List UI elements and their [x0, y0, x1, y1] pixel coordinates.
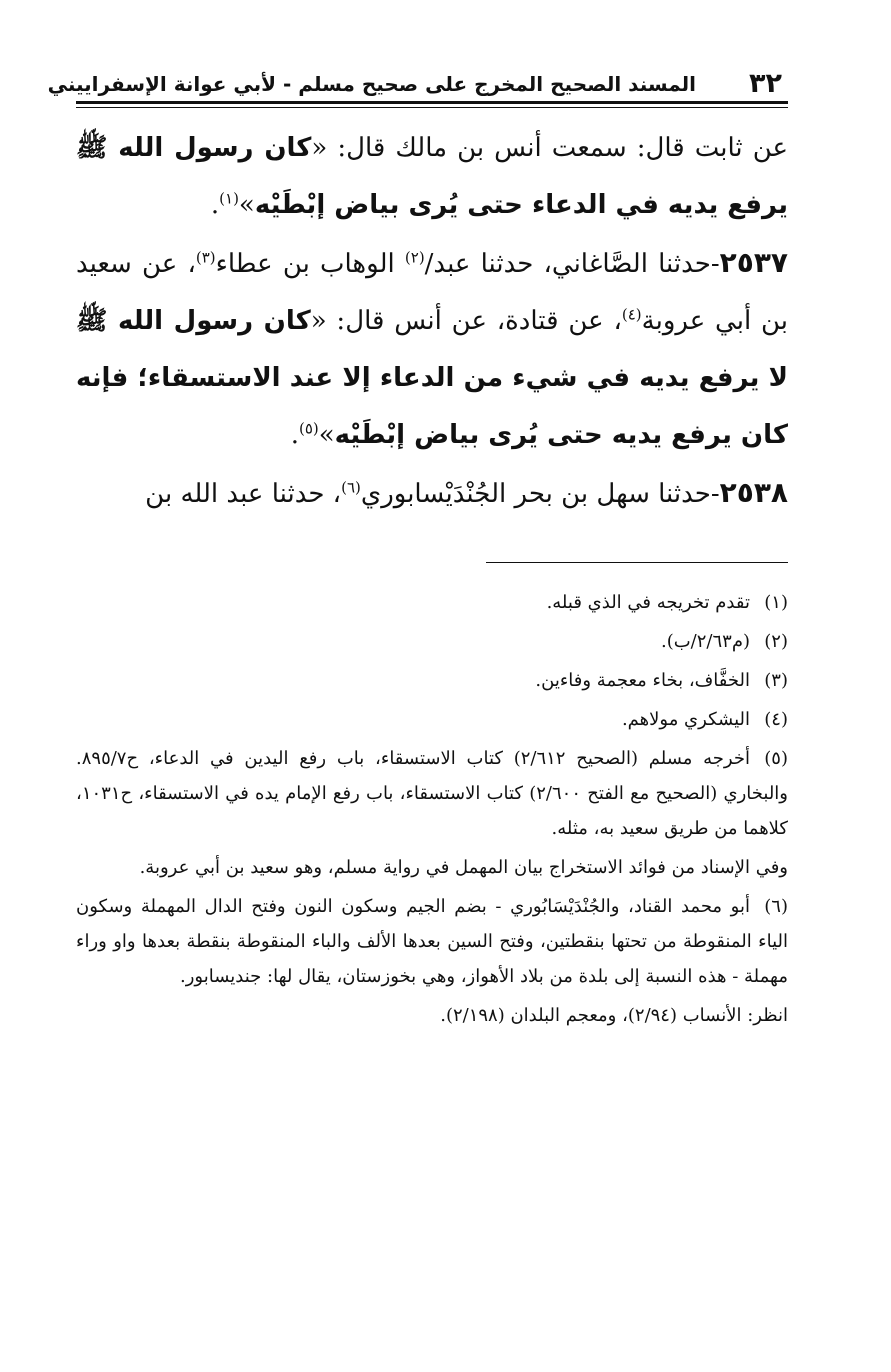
footnote-text: أخرجه مسلم (الصحيح ٢/٦١٢) كتاب الاستسقاء، باب رفع اليدين في الدعاء، ح٨٩٥/٧. والبخاري (الصحيح مع الفتح ٢/٦٠٠) كتاب الاستسقاء، باب رفع الإمام يده في الاستسقاء، ح١٠٣١، كلاهما من طريق سعيد به، مثله.: [76, 748, 789, 839]
footnote-ref: (١): [219, 189, 239, 208]
footnote-number: (٣): [764, 670, 788, 691]
page-header: [47, 62, 788, 102]
footnote-ref: (٣): [195, 248, 216, 267]
footnote-ref: (٦): [341, 478, 361, 497]
footnote-text: اليشكري مولاهم.: [621, 709, 750, 730]
hadith-text: كان رسول الله ﷺ لا يرفع يديه في شيء من الدعاء إلا عند الاستسقاء؛ فإنه كان يرفع يديه حتى يُرى بياض إبْطَيْه: [76, 306, 788, 450]
footnote-ref: (٢): [404, 248, 425, 267]
footnote-text: الخفَّاف، بخاء معجمة وفاءين.: [535, 670, 750, 691]
footnote-3: [76, 663, 788, 698]
footnote-2: [76, 624, 788, 659]
hadith-number: ٢٥٣٨: [719, 476, 788, 509]
footnote-1: [76, 585, 788, 620]
footnote-4: [76, 702, 788, 737]
footnote-6-extra: [76, 998, 788, 1033]
footnote-number: (٤): [764, 709, 788, 730]
footnote-text: أبو محمد القناد، والجُنْدَيْسَابُوري - بضم الجيم وسكون النون وفتح الدال المهملة وسكون الياء المنقوطة من تحتها بنقطتين، وفتح السين بعدها الألف والباء المنقوطة بنقطة بعدها واو وراء مهملة - هذه النسبة إلى بلدة من بلاد الأهواز، وهي بخوزستان، يقال لها: جنديسابور.: [76, 896, 788, 987]
header-rule-thin: [76, 107, 788, 108]
paragraph-continuation: عن ثابت قال: سمعت أنس بن مالك قال: «كان رسول الله ﷺ يرفع يديه في الدعاء حتى يُرى بياض إبْطَيْه»$^{(١)}$.: [76, 133, 789, 220]
footnote-number: (٢): [764, 631, 788, 652]
main-text: [76, 120, 788, 523]
footnote-text: (م٢/٦٣/ب).: [660, 631, 750, 652]
footnote-number: (١): [764, 592, 788, 613]
footnote-6: [76, 889, 788, 994]
footnote-ref: (٤): [621, 305, 642, 324]
page-number: ٣٢: [749, 68, 782, 99]
footnotes: [76, 585, 788, 1037]
hadith-2537: ٢٥٣٧-حدثنا الصَّاغاني، حدثنا عبد/$^{(٢)}$ الوهاب بن عطاء$^{(٣)}$، عن سعيد بن أبي عروبة$^{(٤)}$، عن قتادة، عن أنس قال: «كان رسول الله ﷺ لا يرفع يديه في شيء من الدعاء إلا عند الاستسقاء؛ فإنه كان يرفع يديه حتى يُرى بياض إبْطَيْه»$^{(٥)}$.: [76, 246, 788, 450]
footnote-text: تقدم تخريجه في الذي قبله.: [546, 592, 750, 613]
footnote-number: (٦): [764, 896, 788, 917]
hadith-2538: ٢٥٣٨-حدثنا سهل بن بحر الجُنْدَيْسابوري$^{(٦)}$، حدثنا عبد الله بن: [145, 476, 788, 509]
footnote-5-extra: [76, 850, 788, 885]
footnote-text: وفي الإسناد من فوائد الاستخراج بيان المهمل في رواية مسلم، وهو سعيد بن أبي عروبة.: [139, 857, 788, 878]
footnote-5: [76, 741, 788, 846]
footnote-text: انظر: الأنساب (٢/٩٤)، ومعجم البلدان (٢/١٩٨).: [440, 1005, 788, 1026]
hadith-text: كان رسول الله ﷺ يرفع يديه في الدعاء حتى يُرى بياض إبْطَيْه: [76, 133, 788, 220]
hadith-number: ٢٥٣٧: [719, 246, 788, 279]
header-rule: [76, 101, 788, 104]
footnote-ref: (٥): [298, 419, 319, 438]
footnote-number: (٥): [764, 748, 788, 769]
running-title: المسند الصحيح المخرج على صحيح مسلم - لأبي عوانة الإسفراييني: [47, 72, 696, 96]
footnote-separator: [486, 562, 788, 563]
